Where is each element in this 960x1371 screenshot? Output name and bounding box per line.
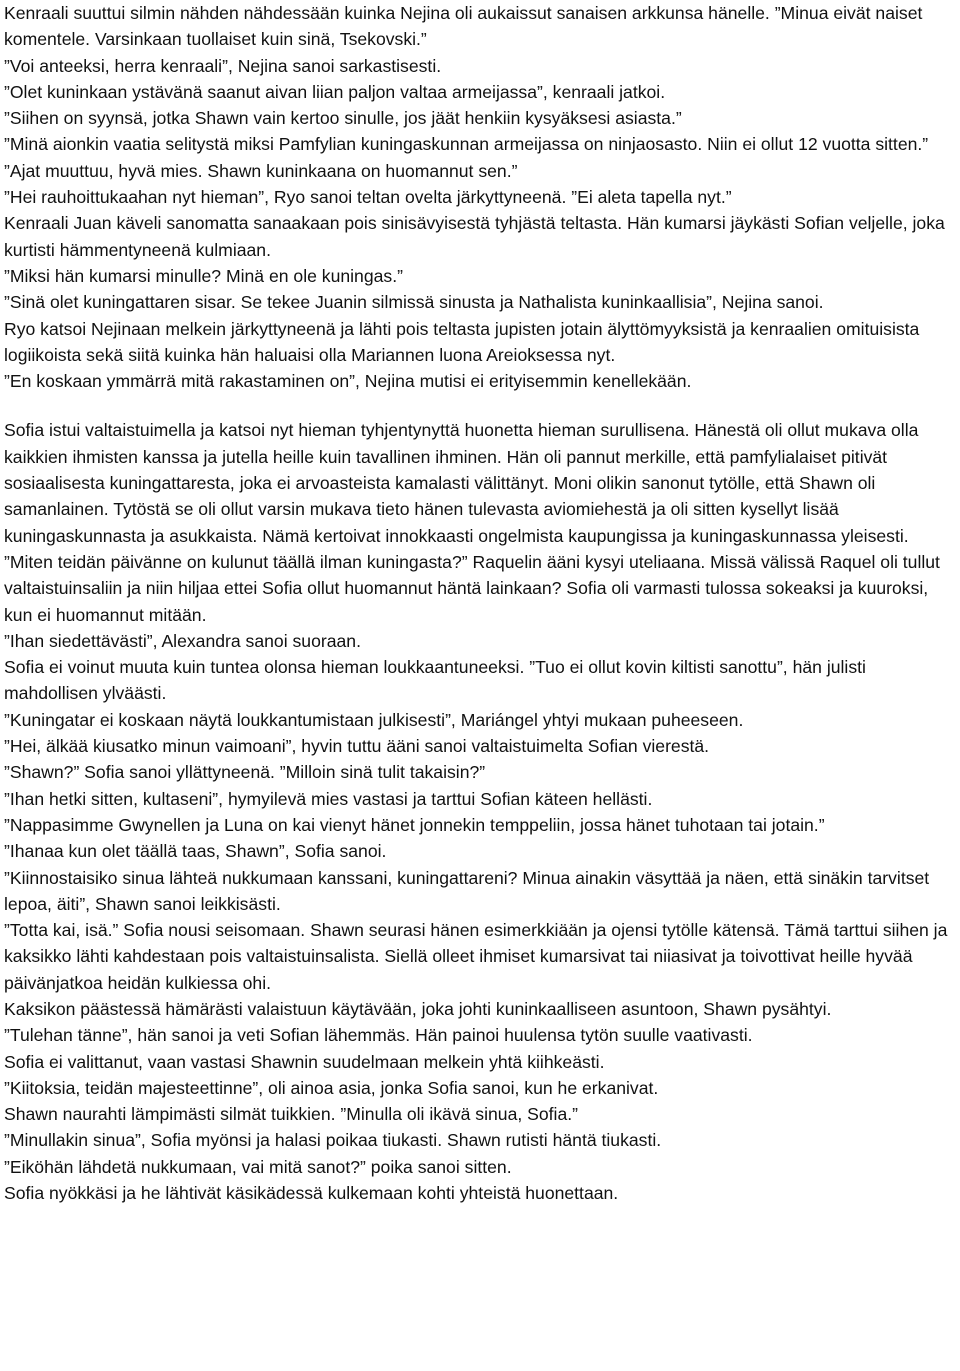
paragraph: Kaksikon päästessä hämärästi valaistuun käytävään, joka johti kuninkaalliseen asuntoon, Shawn pysähtyi. <box>4 998 832 1019</box>
paragraph: Ryo katsoi Nejinaan melkein järkyttyneenä ja lähti pois teltasta jupisten jotain älyttömyyksistä ja kenraalien omituisista logiikoista sekä siitä kuinka hän haluaisi olla Mariannen luona Areioksessa nyt. <box>4 318 920 365</box>
paragraph: ”Miksi hän kumarsi minulle? Minä en ole kuningas.” <box>4 265 403 286</box>
paragraph: Kenraali suuttui silmin nähden nähdessään kuinka Nejina oli aukaissut sanaisen arkkunsa hänelle. ”Minua eivät naiset komentele. Varsinkaan tuollaiset kuin sinä, Tsekovski.” <box>4 3 923 50</box>
paragraph: ”Nappasimme Gwynellen ja Luna on kai vienyt hänet jonnekin temppeliin, jossa hänet tuhotaan tai jotain.” <box>4 814 825 835</box>
paragraph: Sofia nyökkäsi ja he lähtivät käsikädessä kulkemaan kohti yhteistä huonettaan. <box>4 1183 619 1204</box>
paragraph: ”Olet kuninkaan ystävänä saanut aivan liian paljon valtaa armeijassa”, kenraali jatkoi. <box>4 81 666 102</box>
paragraph: ”Tulehan tänne”, hän sanoi ja veti Sofian lähemmäs. Hän painoi huulensa tytön suulle vaativasti. <box>4 1025 753 1046</box>
paragraph: ”Miten teidän päivänne on kulunut täällä ilman kuningasta?” Raquelin ääni kysyi uteliaana. Missä välissä Raquel oli tullut valtaistuinsaliin ja niin hiljaa ettei Sofia ollut huomannut häntä lainkaan? Sofia oli varmasti tulossa sokeaksi ja kuuroksi, kun ei huomannut mitään. <box>4 551 940 625</box>
text-block-1 <box>4 0 956 394</box>
paragraph: ”Ihanaa kun olet täällä taas, Shawn”, Sofia sanoi. <box>4 841 387 862</box>
paragraph: ”Ajat muuttuu, hyvä mies. Shawn kuninkaana on huomannut sen.” <box>4 160 518 181</box>
paragraph: Kenraali Juan käveli sanomatta sanaakaan pois sinisävyisestä tyhjästä teltasta. Hän kumarsi jäykästi Sofian veljelle, joka kurtisti hämmentyneenä kulmiaan. <box>4 213 945 260</box>
paragraph: ”Hei rauhoittukaahan nyt hieman”, Ryo sanoi teltan ovelta järkyttyneenä. ”Ei aleta tapella nyt.” <box>4 187 732 208</box>
paragraph: ”Shawn?” Sofia sanoi yllättyneenä. ”Milloin sinä tulit takaisin?” <box>4 762 486 783</box>
text-block-2 <box>4 417 956 1206</box>
paragraph: Sofia ei voinut muuta kuin tuntea olonsa hieman loukkaantuneeksi. ”Tuo ei ollut kovin kiltisti sanottu”, hän julisti mahdollisen ylväästi. <box>4 657 866 704</box>
paragraph: Sofia ei valittanut, vaan vastasi Shawnin suudelmaan melkein yhtä kiihkeästi. <box>4 1051 605 1072</box>
paragraph: Shawn naurahti lämpimästi silmät tuikkien. ”Minulla oli ikävä sinua, Sofia.” <box>4 1104 578 1125</box>
paragraph: ”Ihan hetki sitten, kultaseni”, hymyilevä mies vastasi ja tarttui Sofian käteen hellästi. <box>4 788 653 809</box>
paragraph: Sofia istui valtaistuimella ja katsoi nyt hieman tyhjentynyttä huonetta hieman surullisena. Hänestä oli ollut mukava olla kaikkien ihmisten kanssa ja jutella heille kuin tavallinen ihminen. Hän oli pannut merkille, että pamfylialaiset pitivät sosiaalisesta kuningattaresta, joka ei arvoasteista kamalasti välittänyt. Moni olikin sanonut tytölle, että Shawn oli samanlainen. Tytöstä se oli ollut varsin mukava tieto hänen tulevasta aviomiehestä ja oli sitten kysellyt lisää kuningaskunnasta ja asukkaista. Nämä kertoivat innokkaasti ongelmista kaupungissa ja kuningaskunnassa yleisesti. <box>4 420 919 546</box>
paragraph: ”Voi anteeksi, herra kenraali”, Nejina sanoi sarkastisesti. <box>4 55 442 76</box>
paragraph: ”Kiinnostaisiko sinua lähteä nukkumaan kanssani, kuningattareni? Minua ainakin väsyttää ja näen, että sinäkin tarvitset lepoa, äiti”, Shawn sanoi leikkisästi. <box>4 867 930 914</box>
paragraph: ”Kuningatar ei koskaan näytä loukkantumistaan julkisesti”, Mariángel yhtyi mukaan puheeseen. <box>4 709 744 730</box>
paragraph: ”Totta kai, isä.” Sofia nousi seisomaan. Shawn seurasi hänen esimerkkiään ja ojensi tytölle kätensä. Tämä tarttui siihen ja kaksikko lähti kahdestaan pois valtaistuinsalista. Siellä olleet ihmiset kumarsivat tai niiasivat ja toivottivat heille hyvää päivänjatkoa heidän kulkiessa ohi. <box>4 920 948 993</box>
paragraph: ”Eiköhän lähdetä nukkumaan, vai mitä sanot?” poika sanoi sitten. <box>4 1156 512 1177</box>
paragraph: ”Minullakin sinua”, Sofia myönsi ja halasi poikaa tiukasti. Shawn rutisti häntä tiukasti. <box>4 1130 662 1151</box>
paragraph: ”Kiitoksia, teidän majesteettinne”, oli ainoa asia, jonka Sofia sanoi, kun he erkanivat. <box>4 1077 659 1098</box>
paragraph: ”Ihan siedettävästi”, Alexandra sanoi suoraan. <box>4 630 361 651</box>
paragraph: ”Siihen on syynsä, jotka Shawn vain kertoo sinulle, jos jäät henkiin kysyäksesi asiasta.” <box>4 108 682 129</box>
paragraph: ”Hei, älkää kiusatko minun vaimoani”, hyvin tuttu ääni sanoi valtaistuimelta Sofian vierestä. <box>4 736 710 757</box>
paragraph: ”En koskaan ymmärrä mitä rakastaminen on”, Nejina mutisi ei erityisemmin kenellekään. <box>4 371 692 392</box>
paragraph: ”Minä aionkin vaatia selitystä miksi Pamfylian kuningaskunnan armeijassa on ninjaosasto. Niin ei ollut 12 vuotta sitten.” <box>4 134 929 155</box>
paragraph: ”Sinä olet kuningattaren sisar. Se tekee Juanin silmissä sinusta ja Nathalista kuninkaallisia”, Nejina sanoi. <box>4 292 824 313</box>
